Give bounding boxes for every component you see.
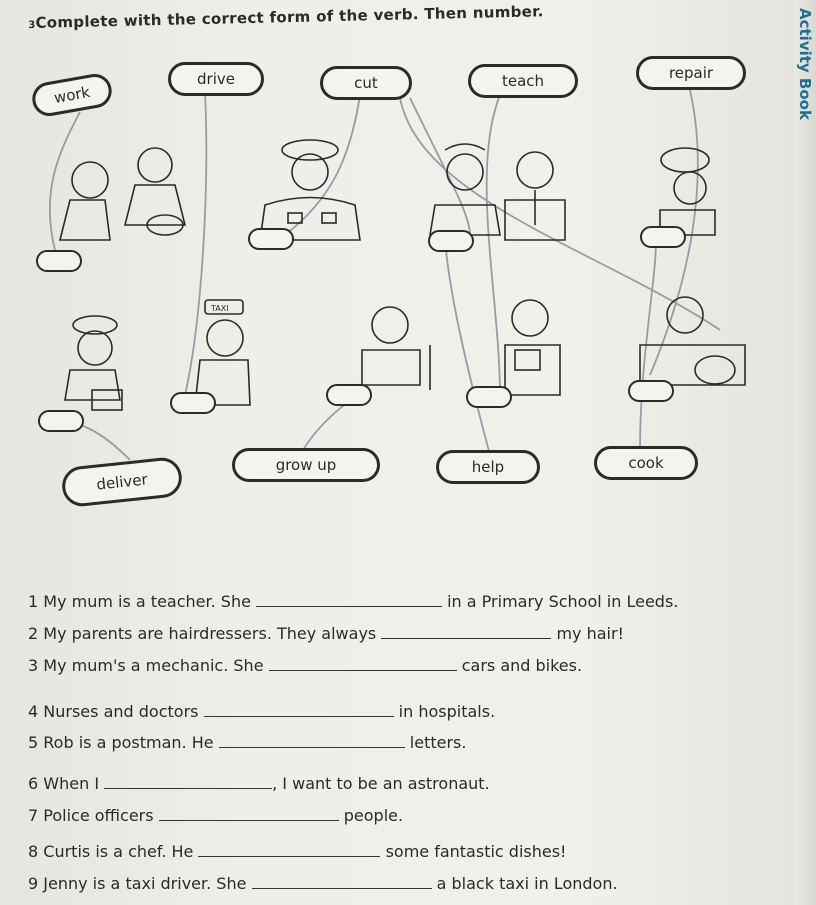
sentence-end: , I want to be an astronaut. [272, 774, 490, 793]
verb-pill-repair [636, 56, 746, 90]
verb-pill-cut [320, 66, 412, 100]
sentence-2 [28, 624, 624, 643]
verb-label: help [471, 458, 505, 476]
sentence-start: My mum is a teacher. She [43, 592, 251, 611]
verb-label: drive [197, 70, 235, 88]
number-tag[interactable] [170, 392, 216, 414]
sentence-9 [28, 874, 618, 893]
answer-blank[interactable] [381, 624, 551, 639]
verb-label: teach [501, 72, 545, 90]
connector-line [400, 98, 720, 330]
verb-label: grow up [275, 456, 337, 474]
sentence-number: 9 [28, 874, 39, 893]
postman-illustration [65, 316, 122, 410]
taxi-driver-illustration [195, 300, 250, 405]
instruction-text: Complete with the correct form of the verb. Then number. [35, 2, 544, 32]
number-tag[interactable] [466, 386, 512, 408]
verb-pill-drive [168, 62, 264, 96]
number-tag[interactable] [428, 230, 474, 252]
verb-pill-help [436, 450, 540, 484]
sentence-end: in hospitals. [398, 702, 496, 721]
teacher-illustration [505, 300, 560, 395]
sentence-3 [28, 656, 582, 675]
sentence-end: cars and bikes. [461, 656, 583, 675]
sentence-start: Rob is a postman. He [43, 733, 214, 752]
sentence-start: Jenny is a taxi driver. She [43, 874, 247, 893]
answer-blank[interactable] [252, 874, 432, 889]
sentence-6 [28, 774, 490, 793]
verb-label: work [52, 82, 92, 108]
answer-blank[interactable] [198, 842, 380, 857]
answer-blank[interactable] [269, 656, 457, 671]
sentence-number: 3 [28, 656, 39, 675]
sentence-end: people. [343, 806, 404, 825]
verb-label: deliver [95, 470, 149, 494]
number-tag[interactable] [248, 228, 294, 250]
connector-line [410, 98, 470, 235]
sentence-start: Curtis is a chef. He [43, 842, 194, 861]
sentence-start: My parents are hairdressers. They always [43, 624, 377, 643]
sentence-start: My mum's a mechanic. She [43, 656, 264, 675]
number-tag[interactable] [36, 250, 82, 272]
connector-line [50, 112, 80, 250]
sentence-end: some fantastic dishes! [385, 842, 567, 861]
sentence-number: 6 [28, 774, 39, 793]
number-tag[interactable] [38, 410, 84, 432]
sentence-5 [28, 733, 466, 752]
verb-label: repair [668, 64, 714, 82]
sentence-start: Nurses and doctors [43, 702, 199, 721]
sentence-4 [28, 702, 495, 721]
sentence-8 [28, 842, 566, 861]
verb-label: cut [354, 74, 378, 92]
number-tag[interactable] [628, 380, 674, 402]
taxi-sign-text: TAXI [211, 304, 229, 313]
exercise-number: 3 [28, 19, 36, 31]
verb-pill-cook [594, 446, 698, 480]
number-tag[interactable] [640, 226, 686, 248]
sentence-end: letters. [409, 733, 467, 752]
connector-line [640, 235, 656, 450]
spine-label: Activity Book [796, 8, 814, 120]
sentence-number: 8 [28, 842, 39, 861]
sentence-end: in a Primary School in Leeds. [447, 592, 679, 611]
answer-blank[interactable] [256, 592, 442, 607]
answer-blank[interactable] [219, 733, 405, 748]
sentence-number: 7 [28, 806, 39, 825]
doctor-illustration [505, 152, 565, 240]
number-tag[interactable] [326, 384, 372, 406]
mechanic-illustration [362, 307, 430, 390]
sentence-start: Police officers [43, 806, 154, 825]
sentence-number: 4 [28, 702, 39, 721]
answer-blank[interactable] [204, 702, 394, 717]
answer-blank[interactable] [159, 806, 339, 821]
sentence-start: When I [43, 774, 100, 793]
connector-line [487, 95, 500, 395]
answer-blank[interactable] [104, 774, 272, 789]
verb-pill-grow-up [232, 448, 380, 482]
sentence-end: a black taxi in London. [436, 874, 618, 893]
verb-label: cook [628, 454, 664, 472]
sentence-number: 5 [28, 733, 39, 752]
sentence-7 [28, 806, 403, 825]
sentence-end: my hair! [556, 624, 624, 643]
connector-line [185, 92, 206, 395]
cook-illustration [660, 148, 715, 235]
verb-pill-teach [468, 64, 578, 98]
sentence-number: 2 [28, 624, 39, 643]
astronaut-illustration [640, 297, 745, 385]
connector-line [445, 240, 490, 455]
nurse-illustration [430, 144, 500, 235]
sentence-number: 1 [28, 592, 39, 611]
sentence-1 [28, 592, 678, 611]
chef-illustration [60, 148, 185, 240]
